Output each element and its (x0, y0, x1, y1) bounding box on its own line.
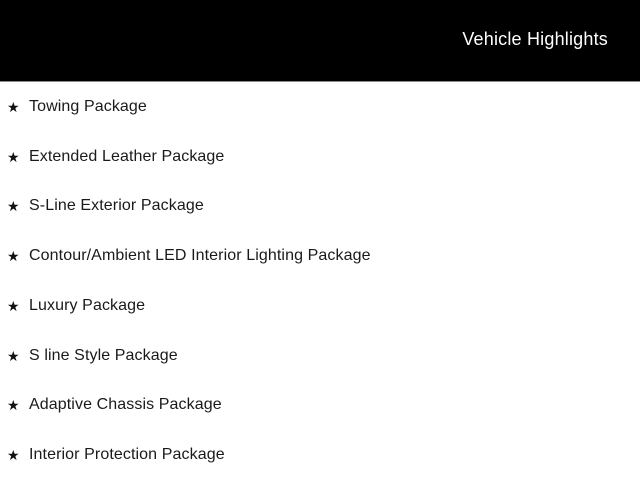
list-item-label: Towing Package (29, 97, 147, 115)
list-item (0, 182, 640, 232)
list-item (0, 430, 640, 480)
star-icon: ★ (7, 98, 20, 115)
list-item-label: Luxury Package (29, 296, 146, 314)
star-icon: ★ (7, 148, 20, 165)
list-item-label: S-Line Exterior Package (29, 197, 204, 215)
list-item-label: Interior Protection Package (29, 446, 225, 464)
star-icon: ★ (7, 447, 20, 464)
star-icon: ★ (7, 297, 20, 314)
star-icon: ★ (7, 397, 20, 414)
star-icon: ★ (7, 347, 20, 364)
list-item-label: S line Style Package (29, 346, 178, 364)
list-item (0, 231, 640, 281)
list-item (0, 281, 640, 331)
list-item-label: Adaptive Chassis Package (29, 396, 222, 414)
list-item-label: Extended Leather Package (29, 147, 225, 165)
vehicle-highlights-list (0, 82, 640, 480)
star-icon: ★ (7, 248, 20, 265)
star-icon: ★ (7, 198, 20, 215)
list-item (0, 381, 640, 431)
list-item (0, 82, 640, 132)
vehicle-highlights-header (0, 0, 640, 82)
page-title: Vehicle Highlights (462, 28, 608, 49)
list-item-label: Contour/Ambient LED Interior Lighting Package (29, 247, 371, 265)
list-item (0, 331, 640, 381)
list-item (0, 132, 640, 182)
